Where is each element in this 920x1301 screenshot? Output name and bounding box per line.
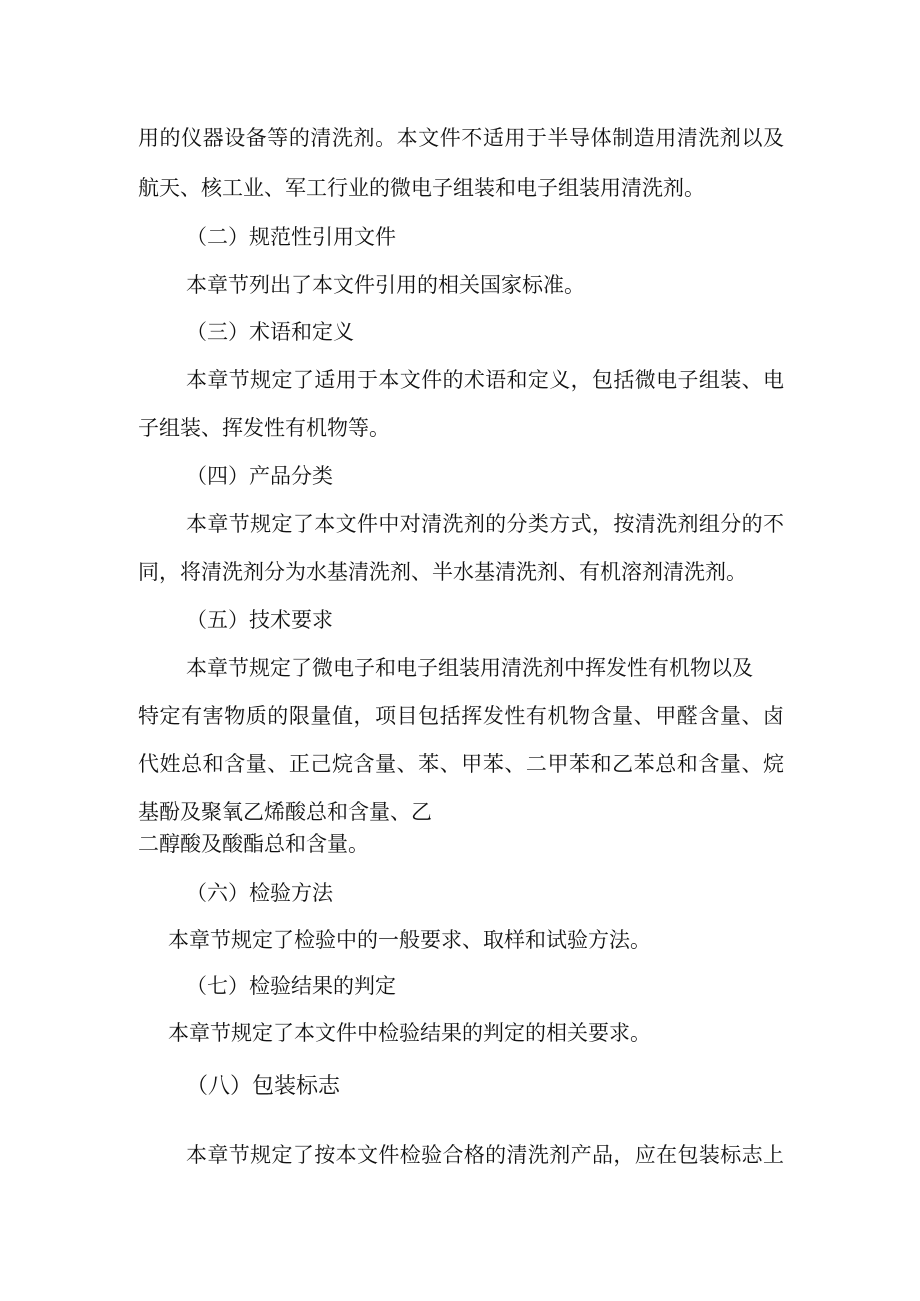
paragraph-requirements-line-3: 代姓总和含量、正己烷含量、苯、甲苯、二甲苯和乙苯总和含量、烷 xyxy=(138,752,784,776)
section-heading-8: （八）包装标志 xyxy=(186,1074,341,1099)
section-heading-3: （三）术语和定义 xyxy=(186,320,354,344)
section-heading-6: （六）检验方法 xyxy=(186,881,333,905)
paragraph-packaging-line-1: 本章节规定了按本文件检验合格的清洗剂产品，应在包装标志上 xyxy=(186,1143,784,1167)
paragraph-scope-line-2: 航天、核工业、军工行业的微电子组装和电子组装用清洗剂。 xyxy=(138,176,705,200)
section-heading-2: （二）规范性引用文件 xyxy=(186,225,396,249)
section-heading-5: （五）技术要求 xyxy=(186,608,333,632)
paragraph-test-methods: 本章节规定了检验中的一般要求、取样和试验方法。 xyxy=(168,928,651,952)
paragraph-terms-line-2: 子组装、挥发性有机物等。 xyxy=(138,416,390,440)
paragraph-scope-line-1: 用的仪器设备等的清洗剂。本文件不适用于半导体制造用清洗剂以及 xyxy=(138,126,784,150)
paragraph-requirements-line-4: 基酚及聚氧乙烯酸总和含量、乙 xyxy=(138,800,432,824)
paragraph-classification-line-2: 同，将清洗剂分为水基清洗剂、半水基清洗剂、有机溶剂清洗剂。 xyxy=(138,560,747,584)
paragraph-judgement: 本章节规定了本文件中检验结果的判定的相关要求。 xyxy=(168,1021,651,1045)
paragraph-references: 本章节列出了本文件引用的相关国家标准。 xyxy=(186,273,585,297)
paragraph-requirements-line-1: 本章节规定了微电子和电子组装用清洗剂中挥发性有机物以及 xyxy=(186,656,753,680)
section-heading-4: （四）产品分类 xyxy=(186,464,333,488)
paragraph-requirements-line-5: 二醇酸及酸酯总和含量。 xyxy=(138,832,369,856)
paragraph-classification-line-1: 本章节规定了本文件中对清洗剂的分类方式，按清洗剂组分的不 xyxy=(186,512,784,536)
paragraph-terms-line-1: 本章节规定了适用于本文件的术语和定义，包括微电子组装、电 xyxy=(186,368,784,392)
section-heading-7: （七）检验结果的判定 xyxy=(186,974,396,998)
paragraph-requirements-line-2: 特定有害物质的限量值，项目包括挥发性有机物含量、甲醛含量、卤 xyxy=(138,704,784,728)
